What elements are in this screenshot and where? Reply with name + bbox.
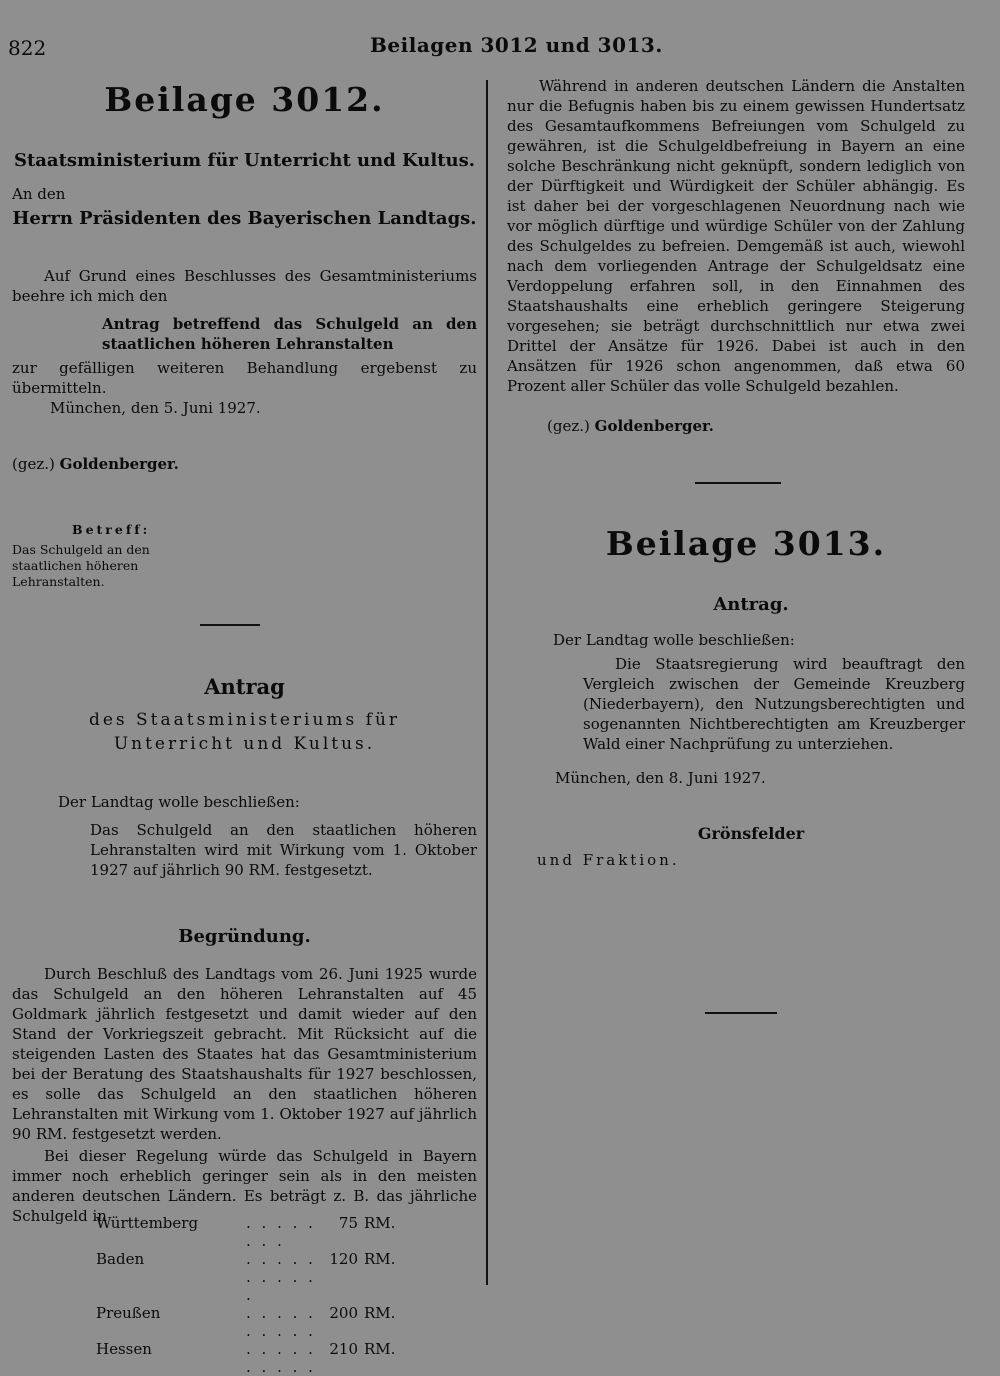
divider <box>200 624 260 626</box>
fee-row <box>96 1250 477 1304</box>
fee-table <box>96 1214 477 1376</box>
fee-dots: . . . . . . . . . . . <box>246 1250 316 1304</box>
fee-unit: RM. <box>364 1340 396 1358</box>
fee-unit: RM. <box>364 1214 396 1232</box>
page-number: 822 <box>8 36 47 60</box>
signature-2 <box>507 416 965 436</box>
transmit-text: zur gefälligen weiteren Behandlung ergebenst zu übermitteln. <box>12 359 477 397</box>
fee-row <box>96 1340 477 1376</box>
fee-dots: . . . . . . . . <box>246 1214 316 1250</box>
left-column <box>12 70 477 1376</box>
fee-dots: . . . . . . . . . . <box>246 1340 316 1376</box>
continuation-paragraph: Während in anderen deutschen Ländern die Anstalten nur die Befugnis haben bis zu einem gewissen Hundertsatz des Gesamtaufkommens Befreiungen vom Schulgeld zu gewähren, ist die Schulgeldbefreiung in Bayern an eine solche Beschränkung nicht geknüpft, sondern lediglich von der Dürftigkeit und Würdigkeit der Schüler abhängig. Es ist daher bei der vorgeschlagenen Neuordnung nach wie vor möglich dürftige und würdige Schüler von der Zahlung des Schulgeldes zu befreien. Demgemäß ist auch, wiewohl nach dem vorliegenden Antrage der Schulgeldsatz eine Verdoppelung erfahren soll, in den Einnahmen des Staatshaushalts eine erheblich geringere Steigerung vorgesehen; sie beträgt durchschnittlich nur etwa zwei Drittel der Ansätze für 1926. Dabei ist auch in den Ansätzen für 1926 schon angenommen, daß etwa 60 Prozent aller Schüler das volle Schulgeld bezahlen. <box>507 77 965 395</box>
resolution-text: Das Schulgeld an den staatlichen höheren Lehranstalten wird mit Wirkung vom 1. Oktober 1927 auf jährlich 90 RM. festgesetzt. <box>90 821 477 879</box>
signer-name: Grönsfelder <box>697 824 805 843</box>
beilage-3012-title: Beilage 3012. <box>104 80 385 119</box>
fee-amount: 75 <box>338 1214 358 1232</box>
antrag-title: Antrag <box>204 674 285 699</box>
subject-bold: Antrag betreffend das Schulgeld an den staatlichen höheren Lehranstalten <box>102 315 477 353</box>
betreff-block <box>12 522 222 590</box>
betreff-label: Betreff: <box>72 522 151 537</box>
resolve-line: Der Landtag wolle beschließen: <box>58 793 300 811</box>
running-title: Beilagen 3012 und 3013. <box>370 33 663 57</box>
column-divider <box>486 80 488 1285</box>
begruendung-paragraph-2: Bei dieser Regelung würde das Schulgeld in Bayern immer noch erheblich geringer sein als in den meisten anderen deutschen Ländern. Es beträgt z. B. das jährliche Schulgeld in <box>12 1147 477 1225</box>
betreff-text: Das Schulgeld an den staatlichen höheren Lehranstalten. <box>12 542 150 589</box>
ministry-heading: Staatsministerium für Unterricht und Kultus. <box>13 150 476 171</box>
fee-row <box>96 1304 477 1340</box>
begruendung-paragraph-1: Durch Beschluß des Landtags vom 26. Juni 1925 wurde das Schulgeld an den höheren Lehranstalten auf 45 Goldmark jährlich festgesetzt und damit wieder auf den Stand der Vorkriegszeit gebracht. Mit Rücksicht auf die steigenden Lasten des Staates hat das Gesamtministerium bei der Beratung des Staatshaushalts für 1927 beschlossen, es solle das Schulgeld an den staatlichen höheren Lehranstalten mit Wirkung vom 1. Oktober 1927 auf jährlich 90 RM. festgesetzt werden. <box>12 965 477 1143</box>
addressee-heading: Herrn Präsidenten des Bayerischen Landtags. <box>12 208 477 229</box>
beilage-3013-title: Beilage 3013. <box>605 524 887 563</box>
signer-sub: und Fraktion. <box>537 851 680 869</box>
fee-land: Preußen <box>96 1304 161 1322</box>
signature-2-name: Goldenberger. <box>594 417 714 435</box>
fee-dots: . . . . . . . . . . <box>246 1304 316 1340</box>
fee-unit: RM. <box>364 1250 396 1268</box>
signature-prefix: (gez.) <box>12 455 55 473</box>
begruendung-title: Begründung. <box>178 926 311 947</box>
divider <box>695 482 781 484</box>
signature-2-prefix: (gez.) <box>547 417 590 435</box>
intro-text: Auf Grund eines Beschlusses des Gesamtministeriums beehre ich mich den <box>12 267 477 305</box>
fee-land: Baden <box>96 1250 145 1268</box>
resolution-3013-text: Die Staatsregierung wird beauftragt den Vergleich zwischen der Gemeinde Kreuzberg (Niederbayern), den Nutzungsberechtigten und sogenannten Nichtberechtigten am Kreuzberger Wald einer Nachprüfung zu unterziehen. <box>583 655 965 753</box>
date-3013-line: München, den 8. Juni 1927. <box>555 769 766 787</box>
fee-amount: 210 <box>329 1340 358 1358</box>
fee-amount: 200 <box>329 1304 358 1322</box>
fee-unit: RM. <box>364 1304 396 1322</box>
right-column <box>507 70 965 1300</box>
signature <box>12 454 477 474</box>
antrag-3013-title: Antrag. <box>713 594 789 615</box>
signature-name: Goldenberger. <box>59 455 179 473</box>
divider <box>705 1012 777 1014</box>
resolve-3013-line: Der Landtag wolle beschließen: <box>553 631 795 649</box>
fee-land: Hessen <box>96 1340 152 1358</box>
fee-land: Württemberg <box>96 1214 199 1232</box>
fee-amount: 120 <box>329 1250 358 1268</box>
to-line: An den <box>12 185 66 203</box>
antrag-subtitle: des Staatsministeriums für Unterricht und Kultus. <box>88 710 401 754</box>
date-line: München, den 5. Juni 1927. <box>50 399 261 417</box>
fee-row <box>96 1214 477 1250</box>
